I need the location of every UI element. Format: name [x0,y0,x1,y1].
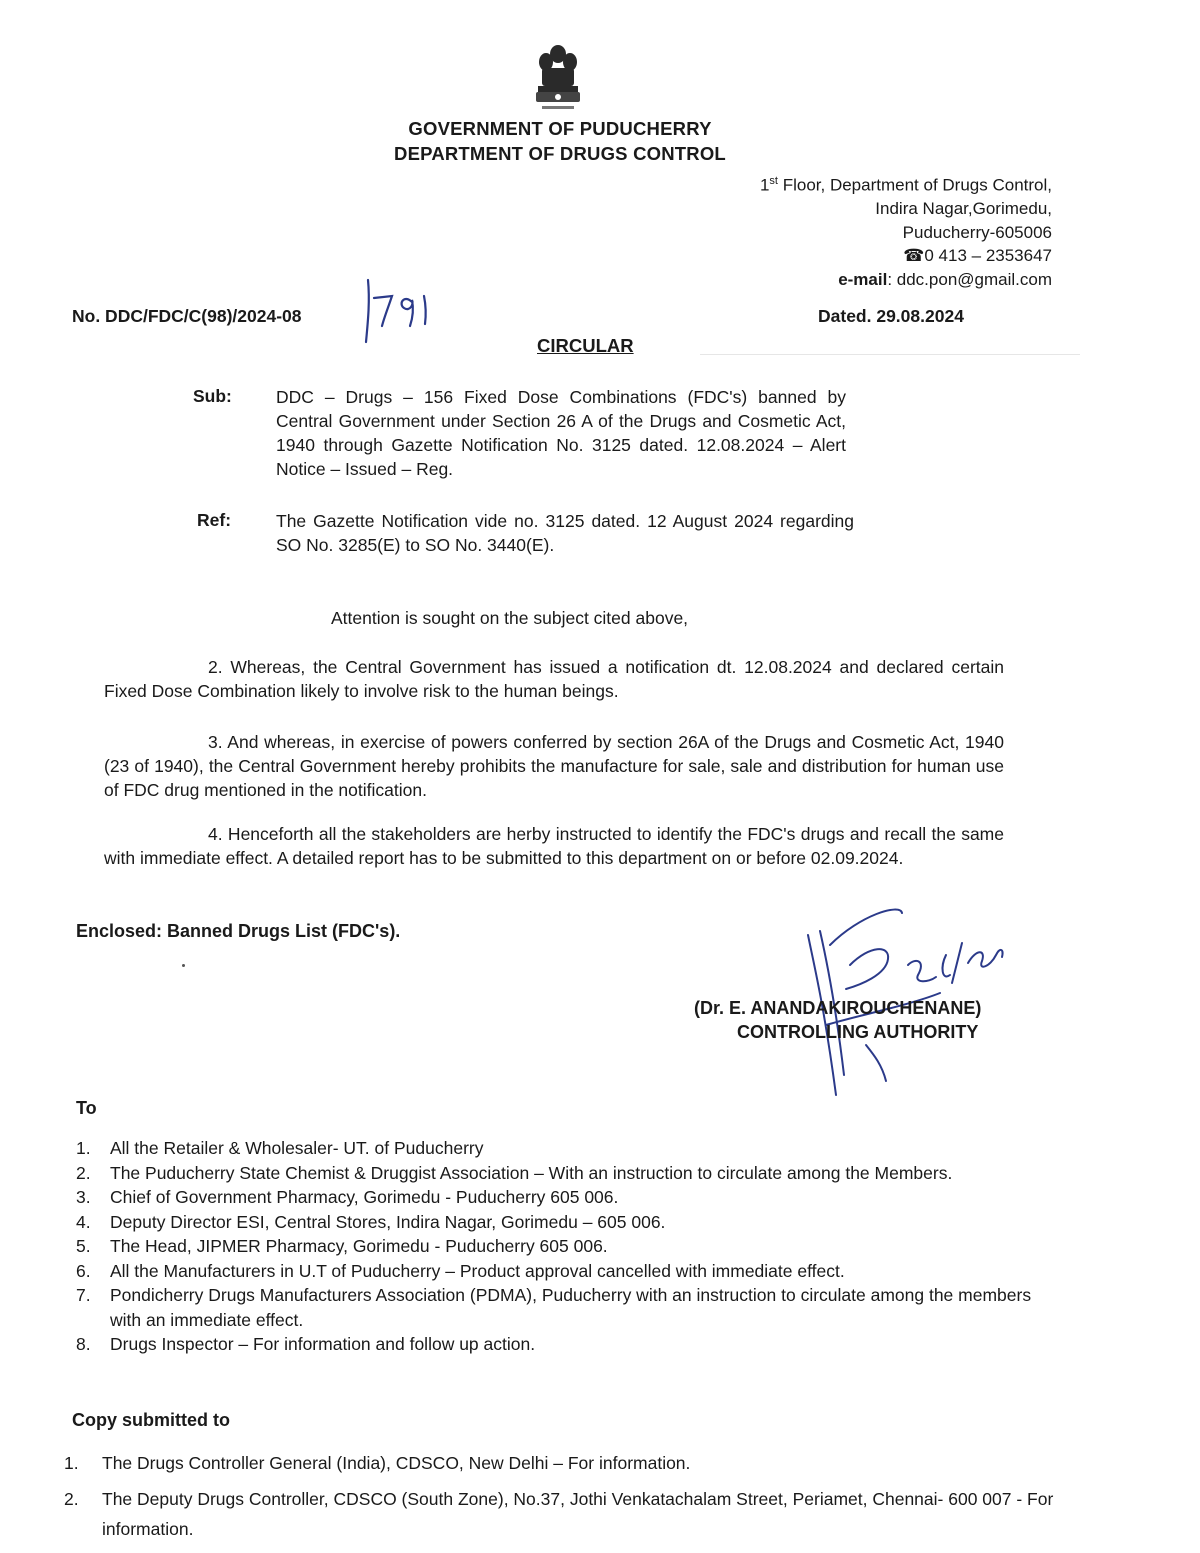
office-address: 1st Floor, Department of Drugs Control, Indira Nagar,Gorimedu, Puducherry-605006 ☎0 413 – 2353647 e-mail: ddc.pon@gmail.com [759,175,1052,289]
list-item: 8. Drugs Inspector – For information and follow up action. [76,1334,536,1354]
subject-label: Sub: [193,386,232,406]
list-item: 1. The Drugs Controller General (India), CDSCO, New Delhi – For information. [64,1453,691,1473]
list-item: 4. Deputy Director ESI, Central Stores, Indira Nagar, Gorimedu – 605 006. [76,1211,666,1232]
list-item: 2. The Deputy Drugs Controller, CDSCO (South Zone), No.37, Jothi Venkatachalam Street, Periamet, Chennai- 600 007 - For information. [64,1489,1054,1539]
circular-title: CIRCULAR [537,335,634,356]
reference-number: No. DDC/FDC/C(98)/2024-08 [72,306,302,326]
reference-label: Ref: [197,510,232,530]
signatory-name: (Dr. E. ANANDAKIROUCHENANE) [694,998,982,1018]
enclosure-note: Enclosed: Banned Drugs List (FDC's). [76,921,401,941]
circular-date: Dated. 29.08.2024 [818,306,964,326]
to-label: To [76,1098,97,1118]
list-item: 5. The Head, JIPMER Pharmacy, Gorimedu - Puducherry 605 006. [76,1236,608,1256]
header-department: DEPARTMENT OF DRUGS CONTROL [394,143,726,164]
reference-text: The Gazette Notification vide no. 3125 dated. 12 August 2024 regarding SO No. 3285(E) to SO No. 3440(E). [276,511,854,555]
recipient-list [76,1136,1051,1357]
signatory-designation: CONTROLLING AUTHORITY [737,1022,979,1042]
handwritten-number [362,276,442,346]
attention-line: Attention is sought on the subject cited above, [331,608,689,628]
faint-divider [700,354,1080,355]
list-item: 6. All the Manufacturers in U.T of Puducherry – Product approval cancelled with immediate effect. [76,1260,845,1281]
paragraph-2: 2. Whereas, the Central Government has issued a notification dt. 12.08.2024 and declared certain Fixed Dose Combination likely to involve risk to the human beings. [104,657,1004,701]
signatory-block [694,996,981,1044]
state-emblem-logo [528,40,588,120]
subject-text: DDC – Drugs – 156 Fixed Dose Combinations (FDC's) banned by Central Government under Section 26 A of the Drugs and Cosmetic Act, 1940 through Gazette Notification No. 3125 dated. 12.08.2024 – Alert Notice – Issued – Reg. [276,387,846,479]
phone-icon: ☎ [903,246,925,266]
copy-list [64,1448,1054,1544]
list-item: 3. Chief of Government Pharmacy, Gorimedu - Puducherry 605 006. [76,1187,619,1207]
list-item: 1. All the Retailer & Wholesaler- UT. of Puducherry [76,1138,484,1158]
paragraph-4: 4. Henceforth all the stakeholders are herby instructed to identify the FDC's drugs and recall the same with immediate effect. A detailed report has to be submitted to this department on or before 02.09.2024. [104,824,1004,868]
stray-mark [182,964,185,967]
list-item: 2. The Puducherry State Chemist & Druggist Association – With an instruction to circulate among the Members. [76,1162,953,1183]
email-address: : ddc.pon@gmail.com [887,269,1052,289]
header-government: GOVERNMENT OF PUDUCHERRY [408,118,712,139]
paragraph-3: 3. And whereas, in exercise of powers conferred by section 26A of the Drugs and Cosmetic Act, 1940 (23 of 1940), the Central Government hereby prohibits the manufacture for sale, sale and distribution for human use of FDC drug mentioned in the notification. [104,732,1004,800]
list-item: 7. Pondicherry Drugs Manufacturers Association (PDMA), Puducherry with an instruction to circulate among the members with an immediate effect. [76,1285,1032,1330]
copy-label: Copy submitted to [72,1410,230,1430]
